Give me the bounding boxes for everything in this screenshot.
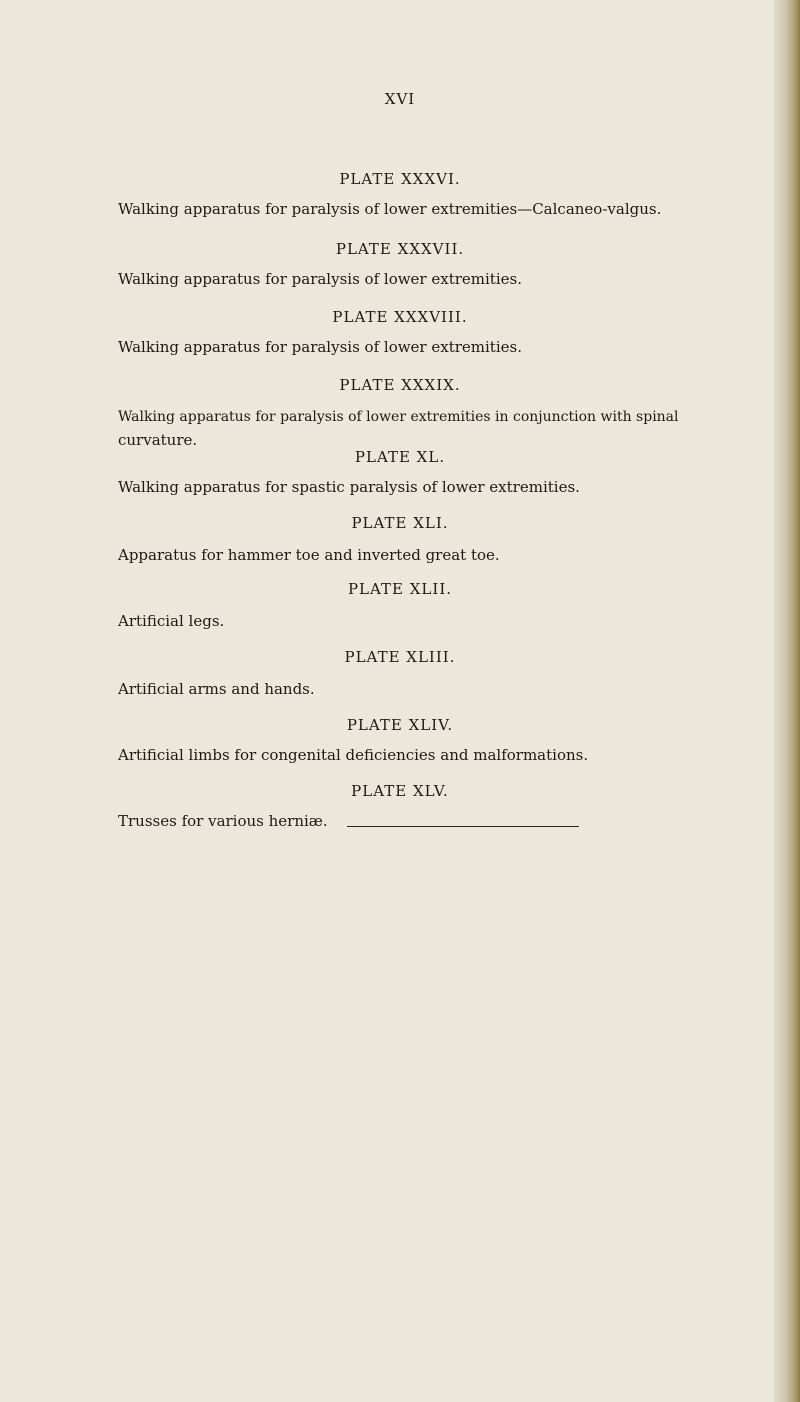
plate-heading-xxxvi: PLATE XXXVI.	[339, 170, 461, 188]
plate-heading-xxxviii: PLATE XXXVIII.	[332, 308, 468, 326]
plate-caption-xl: Walking apparatus for spastic paralysis of lower extremities.	[118, 478, 580, 496]
plate-caption-xlii: Artificial legs.	[118, 612, 225, 630]
plate-caption-xli: Apparatus for hammer toe and inverted great toe.	[118, 546, 500, 564]
plate-caption-xliv: Artificial limbs for congenital deficiencies and malformations.	[118, 746, 589, 764]
plate-heading-xl: PLATE XL.	[354, 448, 446, 466]
plate-caption-xliii: Artificial arms and hands.	[118, 680, 315, 698]
plate-heading-xlii: PLATE XLII.	[347, 580, 453, 598]
plate-heading-xliv: PLATE XLIV.	[346, 716, 454, 734]
plate-caption-xxxix: Walking apparatus for paralysis of lower extremities in conjunction with spinal	[118, 409, 679, 425]
plate-caption-xxxvi: Walking apparatus for paralysis of lower extremities—Calcaneo-valgus.	[118, 200, 662, 218]
plate-heading-xli: PLATE XLI.	[351, 514, 449, 532]
plate-caption-xxxvii: Walking apparatus for paralysis of lower extremities.	[118, 270, 522, 288]
page-edge	[774, 0, 800, 1402]
plate-caption-xxxix-continued: curvature.	[118, 431, 198, 449]
section-rule	[347, 826, 579, 827]
plate-heading-xliii: PLATE XLIII.	[344, 648, 456, 666]
plate-caption-xlv: Trusses for various herniæ.	[118, 812, 328, 830]
plate-heading-xlv: PLATE XLV.	[351, 782, 449, 800]
page-number: XVI	[384, 90, 416, 108]
plate-heading-xxxix: PLATE XXXIX.	[339, 376, 461, 394]
plate-heading-xxxvii: PLATE XXXVII.	[335, 240, 465, 258]
plate-caption-xxxviii: Walking apparatus for paralysis of lower extremities.	[118, 338, 522, 356]
